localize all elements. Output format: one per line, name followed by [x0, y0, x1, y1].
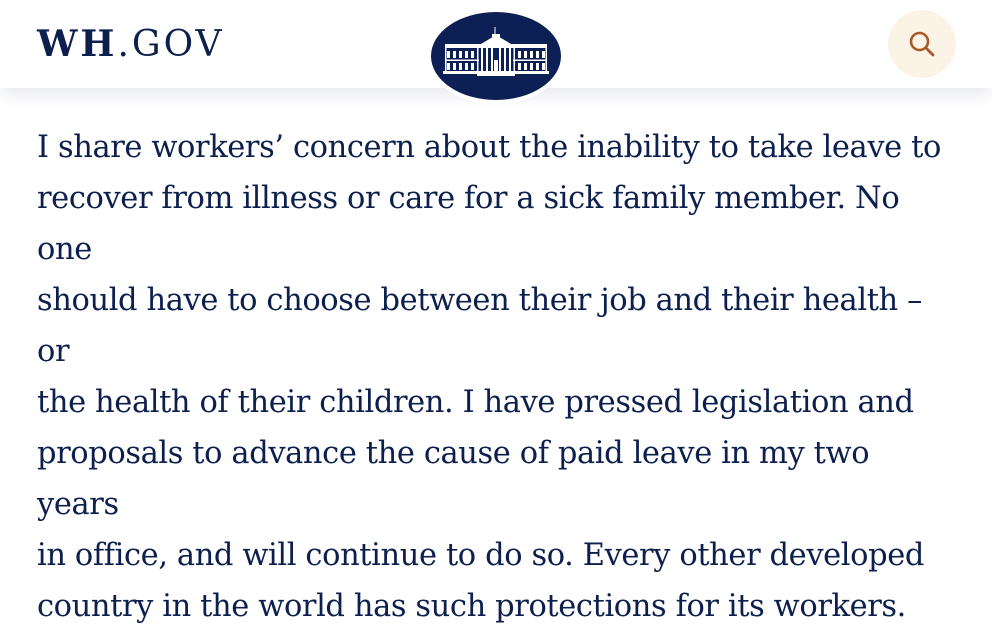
statement-line: in office, and will continue to do so. Every other developed [37, 538, 925, 573]
site-logo-wordmark[interactable] [37, 22, 225, 67]
white-house-seal[interactable] [428, 10, 564, 104]
brand-dot-text: . [117, 24, 132, 65]
statement-line: recover from illness or care for a sick family member. No one [37, 181, 900, 267]
main-content [37, 122, 957, 632]
white-house-seal-icon [431, 12, 561, 100]
statement-line: should have to choose between their job and their health – or [37, 283, 922, 369]
search-icon [907, 29, 937, 59]
statement-paragraph [37, 122, 957, 632]
brand-light-text: GOV [131, 24, 225, 65]
statement-line: proposals to advance the cause of paid leave in my two years [37, 436, 870, 522]
search-button[interactable] [888, 10, 956, 78]
statement-line: country in the world has such protections for its workers. [37, 589, 906, 624]
statement-line: I share workers’ concern about the inability to take leave to [37, 130, 941, 165]
statement-line: the health of their children. I have pressed legislation and [37, 385, 914, 420]
brand-bold-text: WH [37, 23, 118, 65]
